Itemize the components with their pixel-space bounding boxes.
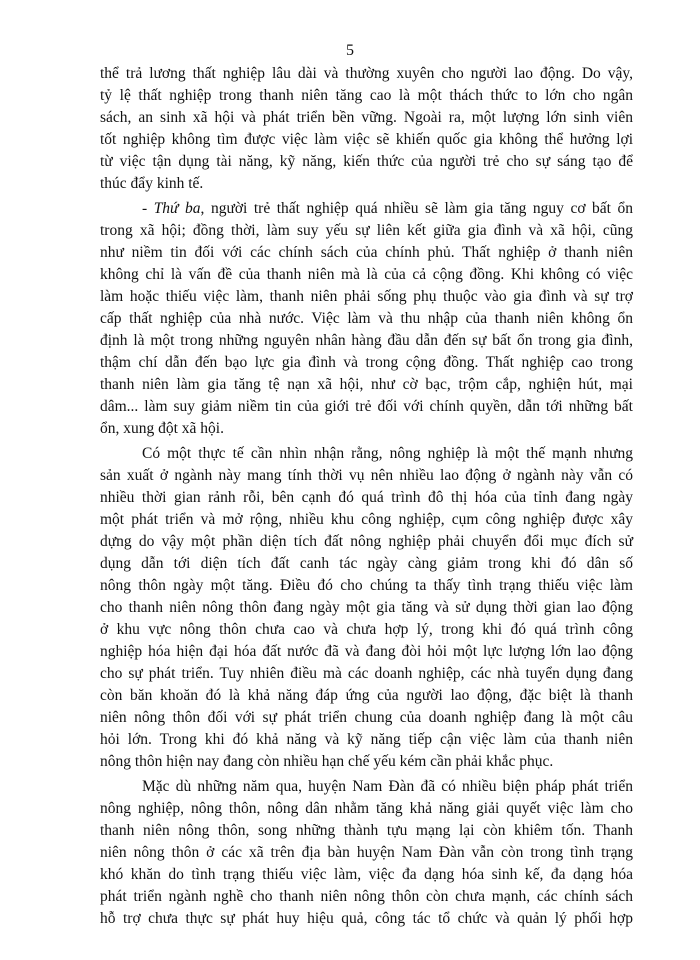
text-line: không chỉ là vấn đề của thanh niên mà là của cả cộng đồng. Khi không có việc (100, 266, 633, 283)
text-line: phát triển ngành nghề cho thanh niên nông thôn còn chưa mạnh, các chính sách (100, 888, 633, 905)
italic-lead: Thứ ba (153, 200, 201, 217)
text-line: thanh niên làm gia tăng tệ nạn xã hội, như cờ bạc, trộm cắp, nghiện hút, mại (100, 376, 633, 393)
text-line: dụng dẫn tới diện tích đất canh tác ngày càng giảm trong khi đó dân số (100, 555, 633, 572)
document-body (100, 63, 633, 933)
text-line: thể trả lương thất nghiệp lâu dài và thường xuyên cho người lao động. Do vậy, (100, 65, 633, 82)
text-line: thanh niên nông thôn, song những thành tựu mạng lại còn khiêm tốn. Thanh (100, 822, 633, 839)
text-line: cấp thất nghiệp của nhà nước. Việc làm và thu nhập của thanh niên không ổn (100, 310, 633, 327)
text-line: định là một trong những nguyên nhân hàng đầu dẫn đến sự bất ổn trong gia đình, (100, 332, 633, 349)
text-line: cho thanh niên nông thôn đang ngày một gia tăng và sử dụng thời gian lao động (100, 599, 633, 616)
text-line: nhiều thời gian rảnh rỗi, bên cạnh đó quá trình đô thị hóa của tỉnh đang ngày (100, 489, 633, 506)
text-line: nghiệp hóa hiện đại hóa đất nước đã và đang đòi hỏi một lực lượng lớn lao động (100, 643, 633, 660)
text-line: như niềm tin đối với các chính sách của chính phủ. Thất nghiệp ở thanh niên (100, 244, 633, 261)
text-line: thậm chí dẫn đến bạo lực gia đình và trong cộng đồng. Thất nghiệp cao trong (100, 354, 633, 371)
paragraph (100, 776, 633, 930)
list-dash: - (142, 200, 154, 217)
page-number: 5 (346, 42, 354, 59)
text-line: thúc đẩy kinh tế. (100, 175, 204, 192)
text-line: từ việc tận dụng tài năng, kỹ năng, kiến thức của người trẻ cho sự sáng tạo để (100, 153, 633, 170)
text-line: Có một thực tế cần nhìn nhận rằng, nông nghiệp là một thế mạnh nhưng (142, 445, 633, 462)
text-line: nông thôn ngày một tăng. Điều đó cho chúng ta thấy tình trạng thiếu việc làm (100, 577, 633, 594)
text-line: khó khăn do tình trạng thiếu việc làm, việc đa dạng hóa sinh kế, đa dạng hóa (100, 866, 633, 883)
text-line: niên nông thôn đối với sự phát triển chung của doanh nghiệp đang là một câu (100, 709, 633, 726)
text-line: dâm... làm suy giảm niềm tin của giới trẻ đối với chính quyền, dẫn tới những bất (100, 398, 633, 415)
text-line: tỷ lệ thất nghiệp trong thanh niên tăng cao là một thách thức to lớn cho ngân (100, 87, 633, 104)
text-line: trong xã hội; đồng thời, làm suy yếu sự liên kết giữa gia đình và xã hội, cũng (100, 222, 633, 239)
text-line: cho sự phát triển. Tuy nhiên điều mà các doanh nghiệp, các nhà tuyển dụng đang (100, 665, 633, 682)
paragraph (100, 198, 633, 440)
text-line: sản xuất ở ngành này mang tính thời vụ nên nhiều lao động ở ngành này vẫn có (100, 467, 633, 484)
text-line: nông nghiệp, nông thôn, nông dân nhằm tăng khả năng giải quyết việc làm cho (100, 800, 633, 817)
text-line: hỗ trợ chưa thực sự phát huy hiệu quả, công tác tổ chức và quản lý phối hợp (100, 910, 633, 927)
text-line: nông thôn hiện nay đang còn nhiều hạn chế yếu kém cần phải khắc phục. (100, 753, 554, 770)
paragraph (100, 443, 633, 773)
text-line: làm hoặc thiếu việc làm, thanh niên phải sống phụ thuộc vào gia đình và sự trợ (100, 288, 633, 305)
text-line: một phát triển và mở rộng, nhiều khu công nghiệp, cụm công nghiệp được xây (100, 511, 633, 528)
text-line: hỏi lớn. Trong khi đó khả năng và kỹ năng tiếp cận việc làm của thanh niên (100, 731, 633, 748)
paragraph (100, 63, 633, 195)
text-line: còn băn khoăn đó là khả năng đáp ứng của người lao động, đặc biệt là thanh (100, 687, 633, 704)
text-line (100, 198, 633, 220)
text-line: niên nông thôn ở các xã trên địa bàn huyện Nam Đàn vẫn còn trong tình trạng (100, 844, 633, 861)
line-text: , người trẻ thất nghiệp quá nhiều sẽ làm gia tăng nguy cơ bất ổn (200, 200, 633, 217)
text-line: dựng do vậy một phần diện tích đất nông nghiệp phải chuyển đổi mục đích sử (100, 533, 633, 550)
text-line: ổn, xung đột xã hội. (100, 420, 224, 437)
text-line: ở khu vực nông thôn chưa cao và chưa hợp lý, trong khi đó quá trình công (100, 621, 633, 638)
text-line: Mặc dù những năm qua, huyện Nam Đàn đã có nhiều biện pháp phát triển (142, 778, 633, 795)
text-line: sách, an sinh xã hội và phát triển bền vững. Ngoài ra, một lượng lớn sinh viên (100, 109, 633, 126)
text-line: tốt nghiệp không tìm được việc làm việc sẽ khiến quốc gia không thể hưởng lợi (100, 131, 633, 148)
